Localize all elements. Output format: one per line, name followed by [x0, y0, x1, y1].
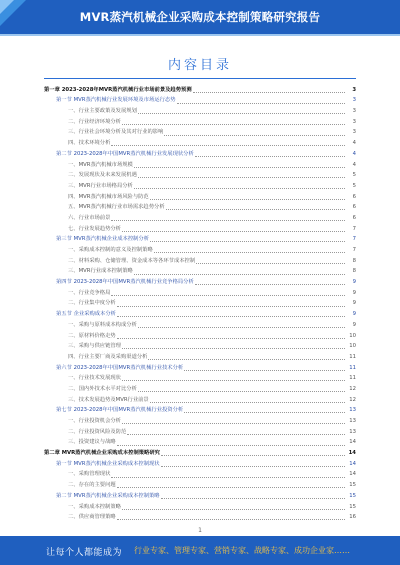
- toc-entry[interactable]: [44, 394, 356, 405]
- toc-entry-page: 7: [352, 225, 356, 232]
- toc-entry-page: 9: [352, 300, 356, 307]
- footer-bar: [0, 536, 400, 565]
- toc-leader-dots: [122, 417, 345, 424]
- toc-leader-dots: [195, 278, 345, 285]
- toc-entry-page: 11: [349, 375, 356, 382]
- toc-entry[interactable]: [44, 426, 356, 437]
- toc-entry-label: 四、技术环境分析: [68, 140, 111, 147]
- toc-entry-label: 一、MVR蒸汽机械市场规模: [68, 161, 133, 168]
- toc-entry-label: 二、原材料价格走势: [68, 332, 116, 339]
- footer-tagline: 行业专家、管理专家、营销专家、战略专家、成功企业家……: [134, 546, 350, 555]
- toc-entry[interactable]: [44, 490, 356, 501]
- toc-entry[interactable]: [44, 447, 356, 458]
- toc-entry-label: 二、存在的主要问题: [68, 482, 116, 489]
- toc-leader-dots: [122, 503, 345, 510]
- toc-entry-label: 第一节 MVR蒸汽机械行业发展环境及市场运行态势: [56, 97, 176, 104]
- toc-entry-page: 7: [352, 236, 356, 243]
- toc-entry-label: 四、MVR蒸汽机械市场风险与防范: [68, 193, 149, 200]
- toc-leader-dots: [177, 97, 346, 104]
- toc-leader-dots: [195, 150, 345, 157]
- toc-leader-dots: [122, 374, 345, 381]
- toc-entry[interactable]: [44, 191, 356, 202]
- toc-entry[interactable]: [44, 116, 356, 127]
- toc-leader-dots: [196, 257, 345, 264]
- toc-leader-dots: [134, 268, 345, 275]
- toc-entry[interactable]: [44, 351, 356, 362]
- toc-entry-label: 三、技术发展趋势及MVR行业前景: [68, 396, 149, 403]
- toc-entry[interactable]: [44, 148, 356, 159]
- toc-entry-label: 一、采购成本控制的意义及控制策略: [68, 247, 153, 253]
- toc-entry[interactable]: [44, 373, 356, 384]
- table-of-contents: [44, 84, 356, 522]
- toc-entry[interactable]: [44, 458, 356, 469]
- toc-entry-label: 四、行业主要厂商及采购渠道分析: [68, 353, 148, 360]
- toc-entry[interactable]: [44, 341, 356, 352]
- toc-entry[interactable]: [44, 405, 356, 416]
- toc-entry-label: 一、行业技术发展现状: [68, 375, 121, 382]
- toc-entry-page: 6: [352, 193, 356, 200]
- toc-leader-dots: [117, 300, 345, 307]
- toc-leader-dots: [111, 214, 345, 221]
- toc-entry-page: 8: [352, 268, 356, 275]
- header-rule: [0, 34, 400, 36]
- toc-entry-page: 3: [352, 97, 356, 104]
- toc-entry[interactable]: [44, 255, 356, 266]
- toc-entry-page: 13: [349, 418, 356, 424]
- toc-entry[interactable]: [44, 330, 356, 341]
- toc-leader-dots: [193, 86, 345, 93]
- toc-entry[interactable]: [44, 276, 356, 287]
- toc-entry[interactable]: [44, 170, 356, 181]
- toc-entry-page: 5: [352, 182, 356, 189]
- toc-entry-page: 11: [349, 364, 356, 371]
- footer-slogan: 让每个人都能成为: [46, 548, 123, 558]
- toc-leader-dots: [111, 289, 345, 296]
- toc-entry-page: 4: [352, 150, 356, 157]
- toc-entry-label: 一、行业主要政策及发展规划: [68, 108, 137, 115]
- toc-leader-dots: [161, 449, 345, 456]
- toc-leader-dots: [111, 471, 345, 478]
- toc-leader-dots: [150, 396, 345, 403]
- toc-entry-page: 6: [352, 214, 356, 221]
- toc-entry[interactable]: [44, 127, 356, 138]
- toc-entry[interactable]: [44, 287, 356, 298]
- toc-entry-label: 第七节 2023-2028年中国MVR蒸汽机械行业投资分析: [56, 407, 184, 414]
- toc-leader-dots: [117, 332, 345, 339]
- toc-leader-dots: [166, 203, 345, 210]
- toc-leader-dots: [148, 353, 345, 360]
- toc-entry-label: 二、行业经济环境分析: [68, 118, 121, 125]
- toc-entry-label: 第二节 MVR蒸汽机械企业采购成本控制策略: [56, 492, 160, 499]
- toc-entry-page: 12: [349, 396, 356, 403]
- toc-entry[interactable]: [44, 298, 356, 309]
- toc-entry-label: 三、MVR行业成本控制策略: [68, 268, 133, 275]
- toc-entry-page: 9: [352, 289, 356, 296]
- toc-entry[interactable]: [44, 244, 356, 255]
- toc-entry-page: 7: [352, 247, 356, 253]
- page-number: 1: [198, 527, 202, 534]
- toc-entry-label: 五、MVR蒸汽机械行业市场需求趋势分析: [68, 204, 165, 211]
- toc-entry-label: 一、采购管理现状: [68, 471, 111, 478]
- toc-entry-label: 一、行业竞争格局: [68, 289, 111, 296]
- toc-entry-page: 15: [349, 482, 356, 489]
- toc-leader-dots: [117, 481, 345, 488]
- toc-leader-dots: [117, 513, 345, 520]
- toc-entry-label: 二、行业集中度分析: [68, 300, 116, 307]
- toc-entry-label: 三、采购与供应链管理: [68, 343, 121, 350]
- toc-entry-page: 6: [352, 204, 356, 211]
- toc-leader-dots: [164, 129, 345, 136]
- toc-entry-page: 4: [352, 161, 356, 168]
- toc-entry-label: 二、发展现状及未来发展机遇: [68, 172, 137, 179]
- toc-entry-label: 一、采购成本控制策略: [68, 503, 121, 510]
- toc-entry-label: 七、行业发展趋势分析: [68, 225, 121, 232]
- toc-entry-label: 第五节 企业采购成本分析: [56, 311, 116, 318]
- toc-entry-label: 三、MVR行业市场格局分析: [68, 182, 133, 189]
- toc-entry[interactable]: [44, 105, 356, 116]
- toc-leader-dots: [138, 107, 345, 114]
- toc-entry[interactable]: [44, 95, 356, 106]
- toc-leader-dots: [122, 118, 345, 125]
- toc-entry-page: 3: [352, 129, 356, 136]
- toc-entry[interactable]: [44, 234, 356, 245]
- toc-leader-dots: [150, 235, 345, 242]
- toc-entry-page: 13: [349, 428, 356, 435]
- toc-entry[interactable]: [44, 159, 356, 170]
- toc-entry[interactable]: [44, 437, 356, 448]
- toc-entry-page: 5: [352, 172, 356, 179]
- toc-entry-label: 一、行业投资机会分析: [68, 418, 121, 424]
- toc-entry-label: 第三节 MVR蒸汽机械企业成本控制分析: [56, 236, 150, 243]
- toc-entry-label: 二、材料采购、仓储管理、资金成本等各环节成本控制: [68, 257, 196, 264]
- toc-entry-page: 9: [352, 279, 356, 286]
- toc-entry[interactable]: [44, 469, 356, 480]
- toc-entry-label: 六、行业市场前景: [68, 214, 111, 221]
- toc-entry-page: 10: [349, 343, 356, 350]
- toc-leader-dots: [138, 171, 345, 178]
- toc-entry-page: 11: [349, 353, 356, 360]
- toc-entry-page: 14: [349, 471, 356, 478]
- toc-entry-label: 第六节 2023-2028年中国MVR蒸汽机械行业技术分析: [56, 364, 184, 371]
- toc-entry[interactable]: [44, 308, 356, 319]
- toc-entry-page: 3: [352, 86, 356, 93]
- toc-entry-page: 9: [352, 321, 356, 328]
- toc-entry[interactable]: [44, 362, 356, 373]
- toc-leader-dots: [122, 225, 345, 232]
- toc-entry-label: 二、国内外技术水平对比分析: [68, 385, 137, 392]
- toc-entry[interactable]: [44, 501, 356, 512]
- toc-entry-page: 15: [349, 492, 356, 499]
- toc-entry-page: 10: [349, 332, 356, 339]
- toc-leader-dots: [161, 492, 345, 499]
- toc-entry-page: 9: [352, 311, 356, 318]
- toc-entry-page: 8: [352, 257, 356, 264]
- toc-leader-dots: [134, 182, 345, 189]
- toc-entry-label: 第一节 MVR蒸汽机械企业采购成本控制现状: [56, 460, 160, 467]
- toc-entry[interactable]: [44, 137, 356, 148]
- toc-leader-dots: [122, 342, 345, 349]
- toc-leader-dots: [127, 428, 345, 435]
- toc-entry[interactable]: [44, 223, 356, 234]
- toc-entry[interactable]: [44, 180, 356, 191]
- toc-entry-label: 三、行业社会环境分析及其对行业的影响: [68, 129, 164, 136]
- toc-entry-label: 二、行业投资风险及防范: [68, 428, 127, 435]
- toc-entry[interactable]: [44, 202, 356, 213]
- toc-entry-page: 15: [349, 503, 356, 510]
- toc-entry[interactable]: [44, 415, 356, 426]
- toc-rule: [44, 78, 356, 79]
- toc-heading: 内容目录: [167, 58, 232, 73]
- toc-leader-dots: [184, 406, 345, 413]
- toc-entry[interactable]: [44, 266, 356, 277]
- toc-entry-page: 3: [352, 108, 356, 115]
- header-bar: [0, 0, 400, 34]
- toc-leader-dots: [150, 193, 345, 200]
- toc-leader-dots: [138, 385, 345, 392]
- toc-entry[interactable]: [44, 512, 356, 523]
- toc-entry-page: 4: [352, 140, 356, 147]
- toc-entry-page: 13: [349, 407, 356, 414]
- toc-entry-label: 第一章 2023-2028年MVR蒸汽机械行业市场前景及趋势预测: [44, 86, 192, 93]
- toc-entry[interactable]: [44, 212, 356, 223]
- toc-leader-dots: [117, 310, 345, 317]
- report-title: MVR蒸汽机械企业采购成本控制策略研究报告: [79, 10, 321, 24]
- toc-entry-label: 二、供应商管理策略: [68, 514, 116, 521]
- toc-leader-dots: [111, 139, 345, 146]
- toc-entry[interactable]: [44, 479, 356, 490]
- toc-entry-page: 16: [349, 514, 356, 521]
- toc-entry-label: 第四节 2023-2028年中国MVR蒸汽机械行业竞争格局分析: [56, 279, 194, 286]
- toc-entry-page: 14: [349, 439, 356, 446]
- toc-leader-dots: [154, 246, 345, 253]
- toc-entry-label: 三、投资建议与战略: [68, 439, 116, 446]
- toc-leader-dots: [138, 321, 345, 328]
- toc-entry-label: 一、采购与原料成本构成分析: [68, 321, 137, 328]
- toc-entry[interactable]: [44, 84, 356, 95]
- toc-entry-page: 12: [349, 385, 356, 392]
- toc-leader-dots: [184, 364, 345, 371]
- toc-entry-label: 第二节 2023-2028年中国MVR蒸汽机械行业发展现状分析: [56, 150, 194, 157]
- toc-entry-page: 14: [348, 450, 356, 457]
- toc-entry[interactable]: [44, 383, 356, 394]
- toc-leader-dots: [134, 161, 345, 168]
- toc-leader-dots: [161, 460, 345, 467]
- toc-entry-page: 14: [349, 460, 356, 467]
- toc-entry-page: 3: [352, 118, 356, 125]
- toc-entry[interactable]: [44, 319, 356, 330]
- toc-entry-label: 第二章 MVR蒸汽机械企业采购成本控制策略研究: [44, 450, 160, 457]
- toc-leader-dots: [117, 439, 345, 446]
